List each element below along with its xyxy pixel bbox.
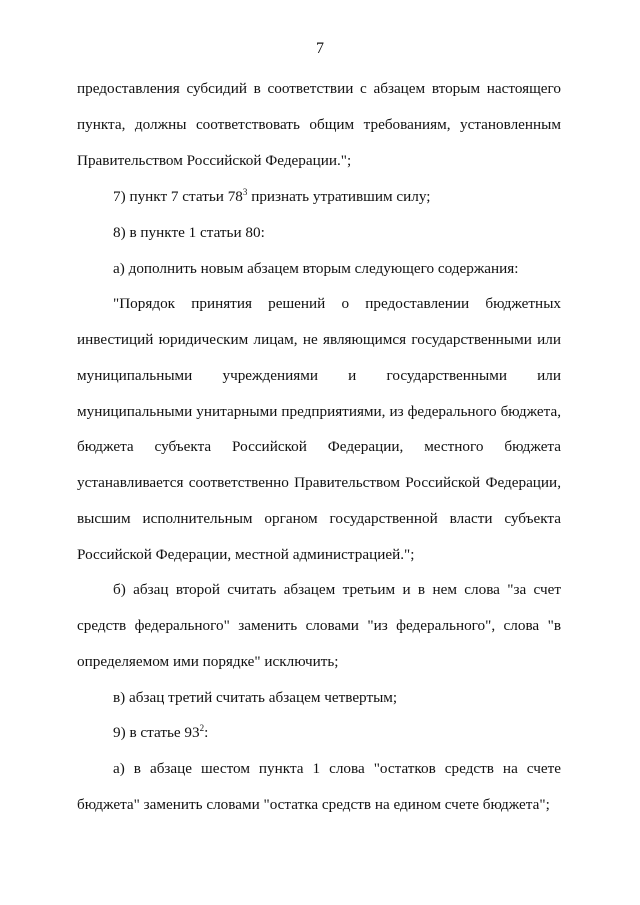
page-number: 7: [316, 40, 324, 57]
text-span: 9) в статье 93: [113, 724, 200, 741]
text-line: высшим исполнительным органом государственной власти субъекта: [77, 510, 561, 527]
text-line: муниципальными учреждениями и государственными или: [77, 367, 561, 384]
text-line: 8) в пункте 1 статьи 80:: [113, 224, 265, 241]
text-line: бюджета" заменить словами "остатка средств на едином счете бюджета";: [77, 796, 550, 813]
text-line: устанавливается соответственно Правительством Российской Федерации,: [77, 474, 561, 491]
text-line: в) абзац третий считать абзацем четвертым;: [113, 689, 398, 706]
text-span: признать утратившим силу;: [247, 188, 431, 205]
text-line: а) в абзаце шестом пункта 1 слова "остатков средств на счете: [113, 760, 561, 777]
text-line: муниципальными унитарными предприятиями, из федерального бюджета,: [77, 403, 561, 420]
text-line-item-9: [113, 723, 561, 743]
text-line: инвестиций юридическим лицам, не являющимся государственными или: [77, 331, 561, 348]
text-line: "Порядок принятия решений о предоставлении бюджетных: [113, 295, 561, 312]
superscript: 3: [242, 187, 248, 197]
text-line: а) дополнить новым абзацем вторым следующего содержания:: [113, 260, 519, 277]
text-line: бюджета субъекта Российской Федерации, местного бюджета: [77, 438, 561, 455]
text-line: пункта, должны соответствовать общим требованиям, установленным: [77, 116, 561, 133]
text-line: предоставления субсидий в соответствии с абзацем вторым настоящего: [77, 80, 561, 97]
text-span: 7) пункт 7 статьи 78: [113, 188, 243, 205]
text-line-item-7: [113, 187, 561, 207]
superscript: 2: [199, 723, 205, 733]
text-span: :: [204, 724, 209, 741]
text-line: определяемом ими порядке" исключить;: [77, 653, 339, 670]
text-line: б) абзац второй считать абзацем третьим и в нем слова "за счет: [113, 581, 561, 598]
text-line: Правительством Российской Федерации.";: [77, 152, 352, 169]
text-line: Российской Федерации, местной администрацией.";: [77, 546, 415, 563]
text-line: средств федерального" заменить словами "из федерального", слова "в: [77, 617, 561, 634]
